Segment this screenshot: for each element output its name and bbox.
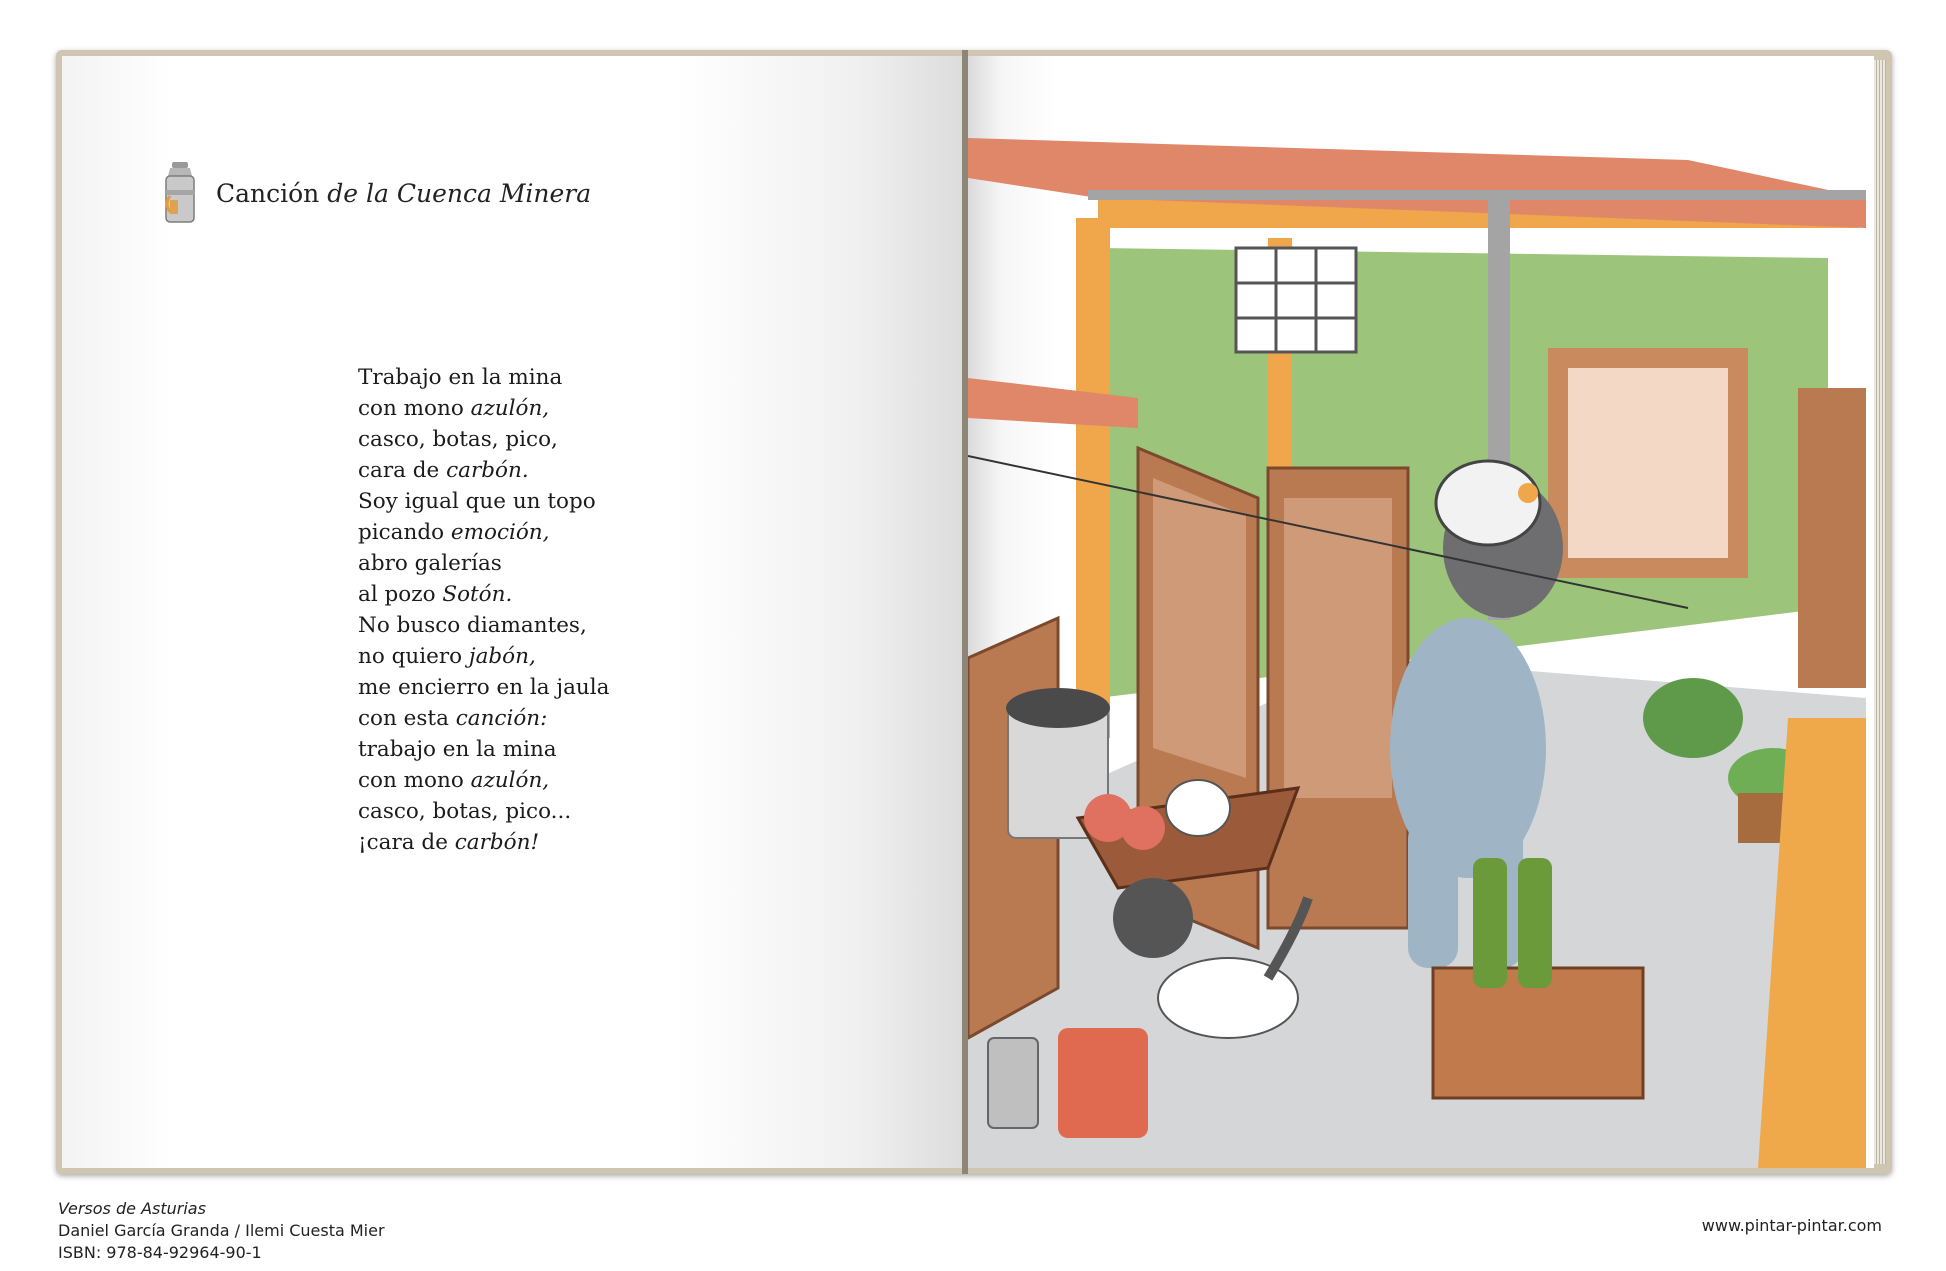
poem-line-italic: jabón, <box>468 644 536 669</box>
poem-line-italic: emoción, <box>450 520 550 545</box>
poem-title-part1: Canción <box>216 178 320 208</box>
page-edges <box>1874 60 1886 1164</box>
poem-line-text: trabajo en la mina <box>358 737 557 762</box>
window <box>1236 248 1356 352</box>
poem-title <box>216 179 591 208</box>
poem-line-italic: carbón! <box>454 830 540 855</box>
poem-line-text: casco, botas, pico... <box>358 799 572 824</box>
poem-heading <box>158 160 591 226</box>
poem-title-part2: de la Cuenca Minera <box>327 178 592 208</box>
poem-line <box>358 424 609 455</box>
poem-line <box>358 548 609 579</box>
authors: Daniel García Granda / Ilemi Cuesta Mier <box>58 1221 385 1240</box>
gutter <box>1088 190 1866 200</box>
milk-can <box>988 1038 1038 1128</box>
poem-line-italic: carbón. <box>446 458 529 483</box>
poem-line-text: ¡cara de <box>358 830 455 855</box>
poem-line-text: Trabajo en la mina <box>358 365 563 390</box>
poem-line-text: No busco diamantes, <box>358 613 587 638</box>
series-title: Versos de Asturias <box>58 1199 206 1218</box>
poem-line-text: con mono <box>358 768 471 793</box>
potted-plant <box>1643 678 1743 758</box>
poem-line-italic: Sotón. <box>442 582 513 607</box>
poem-line-text: con esta <box>358 706 456 731</box>
book-credits <box>58 1198 385 1264</box>
poem-line <box>358 734 609 765</box>
poem-line-italic: canción: <box>455 706 548 731</box>
poem-line-text: Soy igual que un topo <box>358 489 596 514</box>
poem-line <box>358 610 609 641</box>
poem-line <box>358 455 609 486</box>
poem-line-text: no quiero <box>358 644 469 669</box>
poem-line-text: abro galerías <box>358 551 502 576</box>
poem-line <box>358 486 609 517</box>
poem-line <box>358 517 609 548</box>
poem-line-text: cara de <box>358 458 447 483</box>
poem-line <box>358 672 609 703</box>
poem-line <box>358 765 609 796</box>
poem-line <box>358 362 609 393</box>
red-pot <box>1058 1028 1148 1138</box>
miner-helmet <box>1436 461 1540 545</box>
website-link[interactable]: www.pintar-pintar.com <box>1701 1216 1882 1235</box>
poem-line <box>358 827 609 858</box>
poem-line-text: al pozo <box>358 582 443 607</box>
milk-can-icon <box>158 160 202 226</box>
poem-line-text: me encierro en la jaula <box>358 675 610 700</box>
illustration-mole-miner-courtyard <box>968 138 1866 1168</box>
poem-line-text: casco, botas, pico, <box>358 427 558 452</box>
poem-line <box>358 393 609 424</box>
left-pillar <box>1076 218 1110 738</box>
hen <box>1166 780 1230 836</box>
right-door <box>1798 388 1866 688</box>
poem-line-text: picando <box>358 520 451 545</box>
poem-line-italic: azulón, <box>470 768 550 793</box>
poem-line <box>358 796 609 827</box>
isbn: ISBN: 978-84-92964-90-1 <box>58 1243 262 1262</box>
poem-line-text: con mono <box>358 396 471 421</box>
poem-line <box>358 703 609 734</box>
poem-line <box>358 579 609 610</box>
poem-line-italic: azulón, <box>470 396 550 421</box>
green-bottle <box>1473 858 1507 988</box>
poem-text <box>358 362 609 858</box>
poem-line <box>358 641 609 672</box>
